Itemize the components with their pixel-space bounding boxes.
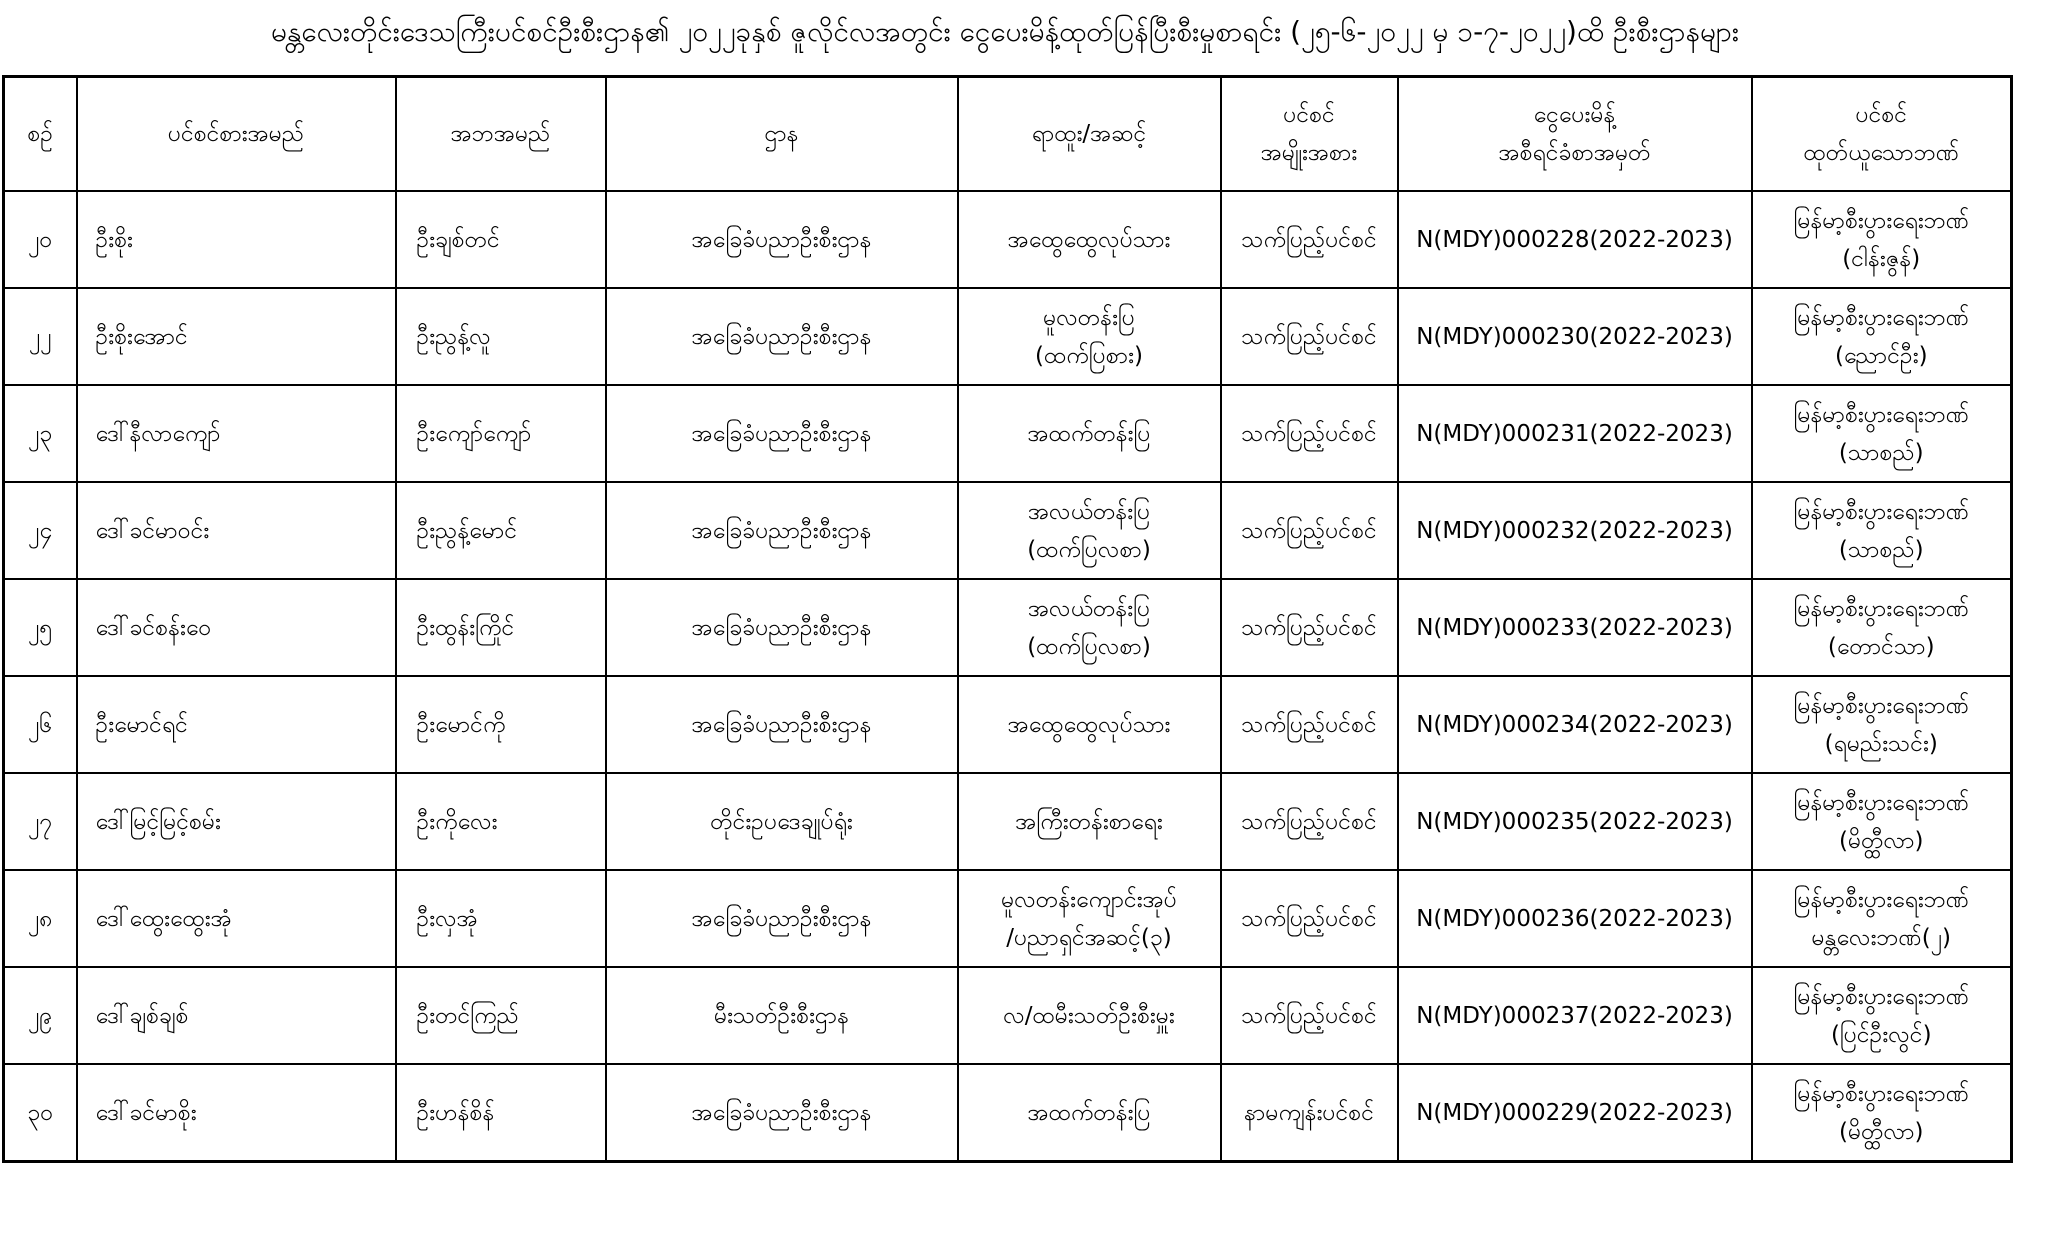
table-row [4,967,2012,1064]
header-pensioner-name: ပင်စင်စားအမည် [77,77,396,192]
cell-bank [1752,967,2012,1064]
cell-pensioner-name: ဒေါ်မြင့်မြင့်စမ်း [77,773,396,870]
cell-pension-type: သက်ပြည့်ပင်စင် [1221,773,1398,870]
cell-department: အခြေခံပညာဦးစီးဌာန [606,191,958,288]
header-order-no [1398,77,1752,192]
cell-bank-line: (မိတ္ထီလာ) [1839,827,1924,854]
cell-pensioner-name: ဦးစိုးအောင် [77,288,396,385]
table-row [4,579,2012,676]
table-row [4,191,2012,288]
cell-position-line: (ထက်ပြလစာ) [1027,536,1151,563]
cell-position-line: လ/ထမီးသတ်ဦးစီးမှူး [1003,1002,1175,1029]
cell-order-no: N(MDY)000233(2022-2023) [1398,579,1752,676]
cell-department: တိုင်းဥပဒေချုပ်ရုံး [606,773,958,870]
cell-department: အခြေခံပညာဦးစီးဌာန [606,579,958,676]
document-title: မန္တလေးတိုင်းဒေသကြီးပင်စင်ဦးစီးဌာန၏ ၂၀၂၂ခုနှစ် ဇူလိုင်လအတွင်း ငွေပေးမိန့်ထုတ်ပြန်ပြီးစီးမှုစာရင်း (၂၅-၆-၂၀၂၂ မှ ၁-၇-၂၀၂၂)ထိ ဦးစီးဌာနများ [270,15,1740,48]
header-order-no-line2: အစီရင်ခံစာအမှတ် [1498,140,1651,166]
cell-bank-line: (သာစည်) [1838,536,1924,563]
cell-position-line: အလယ်တန်းပြ [1027,595,1151,622]
cell-father-name: ဦးဟန်စိန် [396,1064,606,1162]
cell-father-name: ဦးလှအုံ [396,870,606,967]
cell-bank-line: မြန်မာ့စီးပွားရေးဘဏ် [1793,595,1970,622]
table-row [4,288,2012,385]
cell-bank-line: (မိတ္ထီလာ) [1839,1118,1924,1145]
cell-position [958,482,1221,579]
cell-father-name: ဦးကျော်ကျော် [396,385,606,482]
header-order-no-line1: ငွေပေးမိန့် [1533,102,1616,128]
cell-position-line: အကြီးတန်းစာရေး [1015,808,1163,835]
cell-pension-type: သက်ပြည့်ပင်စင် [1221,676,1398,773]
cell-no: ၂၅ [4,579,77,676]
cell-no: ၂၆ [4,676,77,773]
cell-bank [1752,482,2012,579]
cell-bank-line: မြန်မာ့စီးပွားရေးဘဏ် [1793,498,1970,525]
cell-pension-type: သက်ပြည့်ပင်စင် [1221,385,1398,482]
cell-pensioner-name: ဒေါ်ချစ်ချစ် [77,967,396,1064]
header-bank-line2: ထုတ်ယူသောဘဏ် [1803,140,1960,166]
cell-bank-line: (ရမည်းသင်း) [1824,730,1938,757]
table-row [4,676,2012,773]
cell-bank [1752,1064,2012,1162]
cell-bank-line: (သာစည်) [1838,439,1924,466]
cell-father-name: ဦးတင်ကြည် [396,967,606,1064]
cell-bank-line: မန္တလေးဘဏ်(၂) [1811,924,1951,951]
table-body [4,191,2012,1162]
cell-position [958,579,1221,676]
cell-bank [1752,870,2012,967]
header-bank [1752,77,2012,192]
cell-position-line: အလယ်တန်းပြ [1027,498,1151,525]
cell-father-name: ဦးမောင်ကို [396,676,606,773]
cell-department: အခြေခံပညာဦးစီးဌာန [606,676,958,773]
cell-bank [1752,288,2012,385]
cell-position-line: အထက်တန်းပြ [1027,420,1151,447]
cell-no: ၂၃ [4,385,77,482]
cell-bank-line: မြန်မာ့စီးပွားရေးဘဏ် [1793,1080,1970,1107]
cell-position [958,288,1221,385]
cell-bank [1752,676,2012,773]
cell-pension-type: သက်ပြည့်ပင်စင် [1221,579,1398,676]
cell-bank-line: မြန်မာ့စီးပွားရေးဘဏ် [1793,983,1970,1010]
cell-order-no: N(MDY)000234(2022-2023) [1398,676,1752,773]
cell-position [958,1064,1221,1162]
cell-pension-type: သက်ပြည့်ပင်စင် [1221,870,1398,967]
cell-father-name: ဦးထွန်းကြိုင် [396,579,606,676]
cell-bank-line: (ညောင်ဦး) [1834,342,1928,369]
header-position: ရာထူး/အဆင့် [958,77,1221,192]
cell-pensioner-name: ဦးမောင်ရင် [77,676,396,773]
cell-pension-type: သက်ပြည့်ပင်စင် [1221,967,1398,1064]
cell-no: ၂၉ [4,967,77,1064]
cell-bank-line: မြန်မာ့စီးပွားရေးဘဏ် [1793,692,1970,719]
cell-department: အခြေခံပညာဦးစီးဌာန [606,385,958,482]
cell-pensioner-name: ဒေါ်ခင်စန်းဝေ [77,579,396,676]
cell-no: ၂၇ [4,773,77,870]
header-department: ဌာန [606,77,958,192]
table-row [4,385,2012,482]
cell-position-line: အထက်တန်းပြ [1027,1099,1151,1126]
cell-position-line: (ထက်ပြစား) [1035,342,1143,369]
cell-no: ၂၀ [4,191,77,288]
cell-pension-type: နာမကျန်းပင်စင် [1221,1064,1398,1162]
cell-pensioner-name: ဦးစိုး [77,191,396,288]
cell-father-name: ဦးညွန့်လူ [396,288,606,385]
cell-bank-line: (ငါန်းဇွန်) [1842,245,1921,272]
cell-department: မီးသတ်ဦးစီးဌာန [606,967,958,1064]
cell-pensioner-name: ဒေါ်ခင်မာဝင်း [77,482,396,579]
cell-order-no: N(MDY)000231(2022-2023) [1398,385,1752,482]
cell-no: ၂၄ [4,482,77,579]
pension-table [2,75,2013,1163]
header-bank-line1: ပင်စင် [1855,102,1908,128]
header-no: စဉ် [4,77,77,192]
cell-bank [1752,191,2012,288]
cell-position-line: မူလတန်းကျောင်းအုပ် [1001,886,1177,913]
header-pension-type [1221,77,1398,192]
cell-position-line: အထွေထွေလုပ်သား [1007,711,1171,738]
cell-no: ၂၂ [4,288,77,385]
header-pension-type-line2: အမျိုးအစား [1260,140,1358,166]
cell-bank [1752,385,2012,482]
cell-order-no: N(MDY)000236(2022-2023) [1398,870,1752,967]
cell-father-name: ဦးညွန့်မောင် [396,482,606,579]
header-father-name: အဘအမည် [396,77,606,192]
cell-bank-line: (တောင်သာ) [1827,633,1935,660]
cell-position-line: /ပညာရှင်အဆင့်(၃) [1006,924,1172,951]
cell-pensioner-name: ဒေါ်ခင်မာစိုး [77,1064,396,1162]
cell-position [958,773,1221,870]
cell-department: အခြေခံပညာဦးစီးဌာန [606,870,958,967]
cell-bank-line: မြန်မာ့စီးပွားရေးဘဏ် [1793,304,1970,331]
cell-position [958,870,1221,967]
cell-no: ၃၀ [4,1064,77,1162]
table-row [4,870,2012,967]
cell-bank-line: (ပြင်ဦးလွင်) [1830,1021,1932,1048]
cell-pension-type: သက်ပြည့်ပင်စင် [1221,191,1398,288]
cell-department: အခြေခံပညာဦးစီးဌာန [606,482,958,579]
cell-father-name: ဦးချစ်တင် [396,191,606,288]
cell-bank-line: မြန်မာ့စီးပွားရေးဘဏ် [1793,207,1970,234]
cell-position-line: (ထက်ပြလစာ) [1027,633,1151,660]
header-pension-type-line1: ပင်စင် [1283,102,1335,128]
cell-pension-type: သက်ပြည့်ပင်စင် [1221,288,1398,385]
cell-bank-line: မြန်မာ့စီးပွားရေးဘဏ် [1793,789,1970,816]
cell-no: ၂၈ [4,870,77,967]
cell-position [958,676,1221,773]
cell-bank [1752,773,2012,870]
cell-pensioner-name: ဒေါ်ထွေးထွေးအုံ [77,870,396,967]
cell-order-no: N(MDY)000228(2022-2023) [1398,191,1752,288]
cell-department: အခြေခံပညာဦးစီးဌာန [606,288,958,385]
table-row [4,773,2012,870]
cell-position-line: အထွေထွေလုပ်သား [1007,226,1171,253]
table-header-row [4,77,2012,192]
table-row [4,482,2012,579]
cell-department: အခြေခံပညာဦးစီးဌာန [606,1064,958,1162]
cell-position [958,385,1221,482]
cell-order-no: N(MDY)000229(2022-2023) [1398,1064,1752,1162]
cell-order-no: N(MDY)000237(2022-2023) [1398,967,1752,1064]
cell-pensioner-name: ဒေါ်နီလာကျော် [77,385,396,482]
cell-bank-line: မြန်မာ့စီးပွားရေးဘဏ် [1793,401,1970,428]
cell-order-no: N(MDY)000230(2022-2023) [1398,288,1752,385]
cell-bank-line: မြန်မာ့စီးပွားရေးဘဏ် [1793,886,1970,913]
cell-order-no: N(MDY)000232(2022-2023) [1398,482,1752,579]
cell-order-no: N(MDY)000235(2022-2023) [1398,773,1752,870]
cell-pension-type: သက်ပြည့်ပင်စင် [1221,482,1398,579]
table-row [4,1064,2012,1162]
cell-position [958,191,1221,288]
cell-father-name: ဦးကိုလေး [396,773,606,870]
cell-bank [1752,579,2012,676]
cell-position-line: မူလတန်းပြ [1043,304,1135,331]
cell-position [958,967,1221,1064]
